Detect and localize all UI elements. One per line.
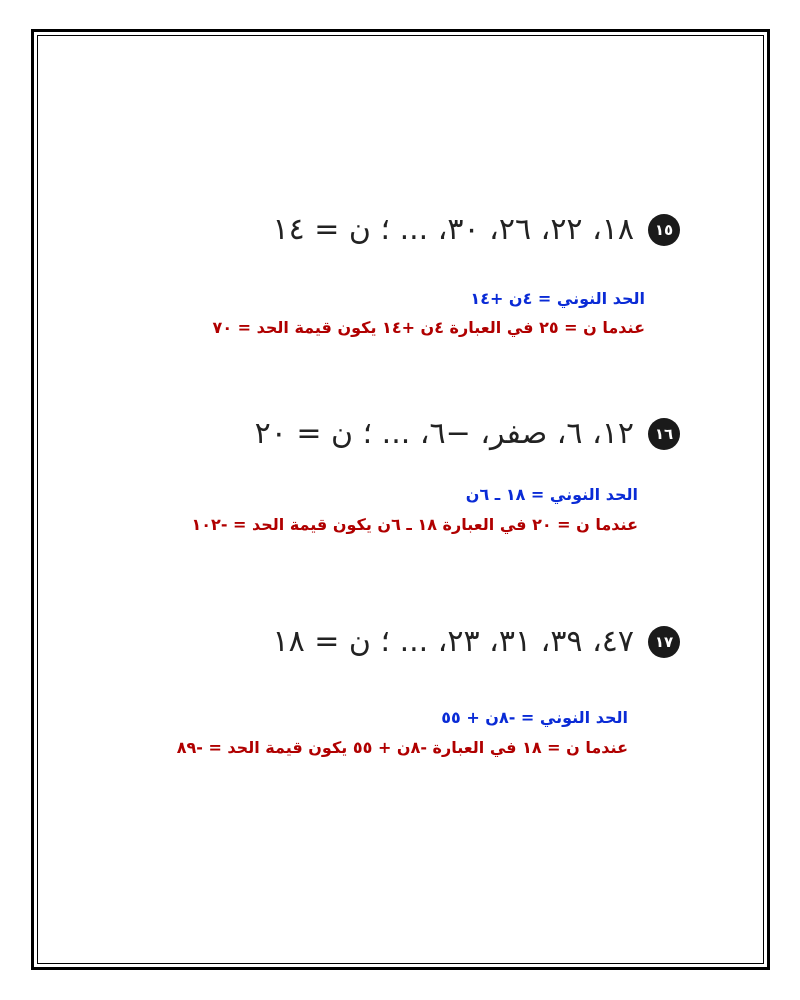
problem-15-sequence (272, 212, 680, 247)
problem-number-badge: ١٥ (648, 214, 680, 246)
problem-16-rule: الحد النوني = ١٨ ـ ٦ن (465, 485, 638, 504)
problem-15-rule: الحد النوني = ٤ن +١٤ (470, 289, 645, 308)
sequence-text: ٤٧، ٣٩، ٣١، ٢٣، ... ؛ ن = ١٨ (272, 624, 634, 659)
problem-17-sequence (272, 624, 680, 659)
sequence-text: ١٢، ٦، صفر، −٦، ... ؛ ن = ٢٠ (254, 416, 634, 451)
problem-number-badge: ١٧ (648, 626, 680, 658)
problem-17-rule: الحد النوني = -٨ن + ٥٥ (441, 708, 628, 727)
problem-17-evaluation: عندما ن = ١٨ في العبارة -٨ن + ٥٥ يكون قيمة الحد = -٨٩ (176, 738, 628, 757)
problem-15-evaluation: عندما ن = ٢٥ في العبارة ٤ن +١٤ يكون قيمة الحد = ٧٠ (212, 318, 645, 337)
page-border-inner (37, 35, 764, 964)
problem-number-badge: ١٦ (648, 418, 680, 450)
problem-16-sequence (255, 416, 680, 451)
sequence-text: ١٨، ٢٢، ٢٦، ٣٠، ... ؛ ن = ١٤ (272, 212, 634, 247)
problem-16-evaluation: عندما ن = ٢٠ في العبارة ١٨ ـ ٦ن يكون قيمة الحد = -١٠٢ (191, 515, 638, 534)
